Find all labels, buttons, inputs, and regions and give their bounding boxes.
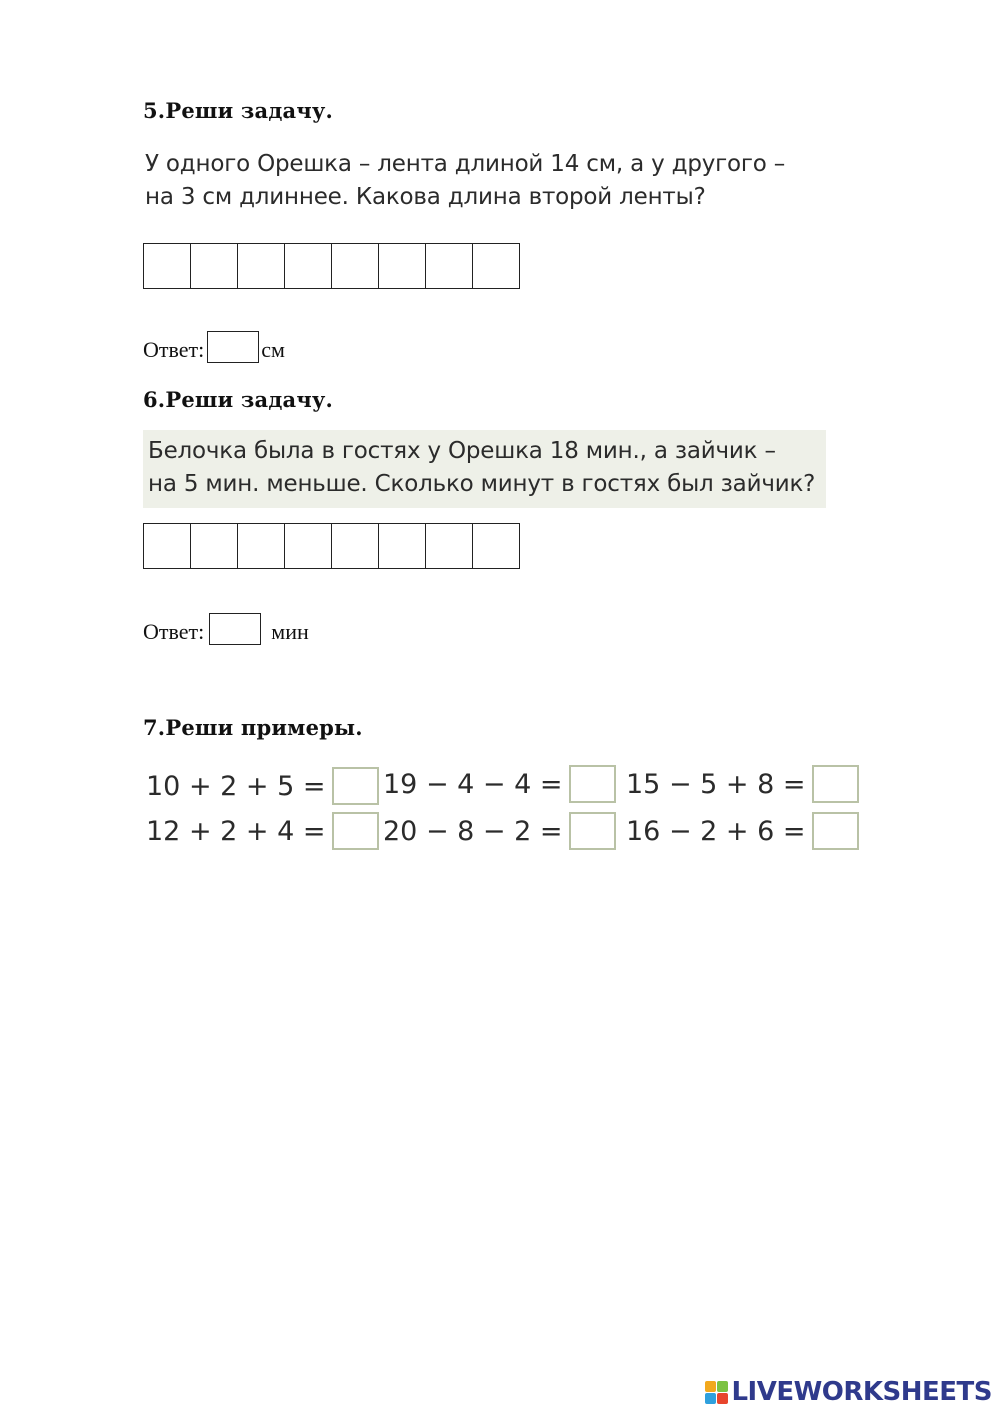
task6-answer-unit: мин: [271, 619, 309, 644]
task5-solution-cell[interactable]: [144, 244, 191, 288]
logo-square: [717, 1393, 728, 1404]
example-item: [146, 811, 379, 851]
task6-problem-line-2: на 5 мин. меньше. Сколько минут в гостях был зайчик?: [148, 471, 816, 497]
example-expression: 16 − 2 + 6 =: [626, 815, 806, 847]
example-answer-input[interactable]: [569, 812, 616, 850]
task6-solution-cell[interactable]: [379, 524, 426, 568]
task6-answer-row: [143, 613, 309, 645]
task5-answer-label: Ответ:: [143, 337, 205, 362]
task5-solution-cell[interactable]: [191, 244, 238, 288]
liveworksheets-logo-icon: [705, 1381, 728, 1404]
task5-problem-line-2: на 3 см длиннее. Какова длина второй ленты?: [145, 184, 706, 210]
logo-square: [705, 1393, 716, 1404]
task5-solution-cell[interactable]: [379, 244, 426, 288]
task6-answer-input[interactable]: [209, 613, 261, 645]
task5-solution-cells: [143, 243, 520, 289]
task5-answer-row: [143, 331, 285, 363]
task6-problem-text: [143, 430, 826, 508]
example-expression: 10 + 2 + 5 =: [146, 770, 326, 802]
liveworksheets-logo: [705, 1377, 992, 1407]
logo-square: [717, 1381, 728, 1392]
task5-solution-cell[interactable]: [332, 244, 379, 288]
task6-solution-cell[interactable]: [144, 524, 191, 568]
example-expression: 12 + 2 + 4 =: [146, 815, 326, 847]
example-answer-input[interactable]: [569, 765, 616, 803]
task5-problem-text: [145, 148, 785, 214]
task6-solution-cell[interactable]: [426, 524, 473, 568]
example-item: [146, 766, 379, 806]
task5-solution-cell[interactable]: [285, 244, 332, 288]
task6-answer-label: Ответ:: [143, 619, 205, 644]
task6-solution-cell[interactable]: [473, 524, 519, 568]
example-answer-input[interactable]: [332, 812, 379, 850]
example-answer-input[interactable]: [812, 765, 859, 803]
task7-heading: 7.Реши примеры.: [143, 715, 363, 740]
task5-heading: 5.Реши задачу.: [143, 98, 334, 123]
example-expression: 15 − 5 + 8 =: [626, 768, 806, 800]
example-expression: 19 − 4 − 4 =: [383, 768, 563, 800]
task5-problem-line-1: У одного Орешка – лента длиной 14 см, а у другого –: [145, 151, 786, 177]
task6-problem-line-1: Белочка была в гостях у Орешка 18 мин., а зайчик –: [148, 438, 776, 464]
task6-solution-cell[interactable]: [238, 524, 285, 568]
task6-solution-cell[interactable]: [332, 524, 379, 568]
logo-square: [705, 1381, 716, 1392]
task6-solution-cell[interactable]: [191, 524, 238, 568]
task5-answer-unit: см: [261, 337, 285, 362]
task5-solution-cell[interactable]: [426, 244, 473, 288]
task6-solution-cells: [143, 523, 520, 569]
example-item: [626, 764, 859, 804]
example-expression: 20 − 8 − 2 =: [383, 815, 563, 847]
task6-heading: 6.Реши задачу.: [143, 387, 334, 412]
example-item: [383, 764, 616, 804]
example-item: [383, 811, 616, 851]
example-answer-input[interactable]: [812, 812, 859, 850]
liveworksheets-logo-text: LIVEWORKSHEETS: [731, 1377, 992, 1407]
example-item: [626, 811, 859, 851]
example-answer-input[interactable]: [332, 767, 379, 805]
task6-solution-cell[interactable]: [285, 524, 332, 568]
task5-solution-cell[interactable]: [238, 244, 285, 288]
task5-answer-input[interactable]: [207, 331, 259, 363]
task5-solution-cell[interactable]: [473, 244, 519, 288]
